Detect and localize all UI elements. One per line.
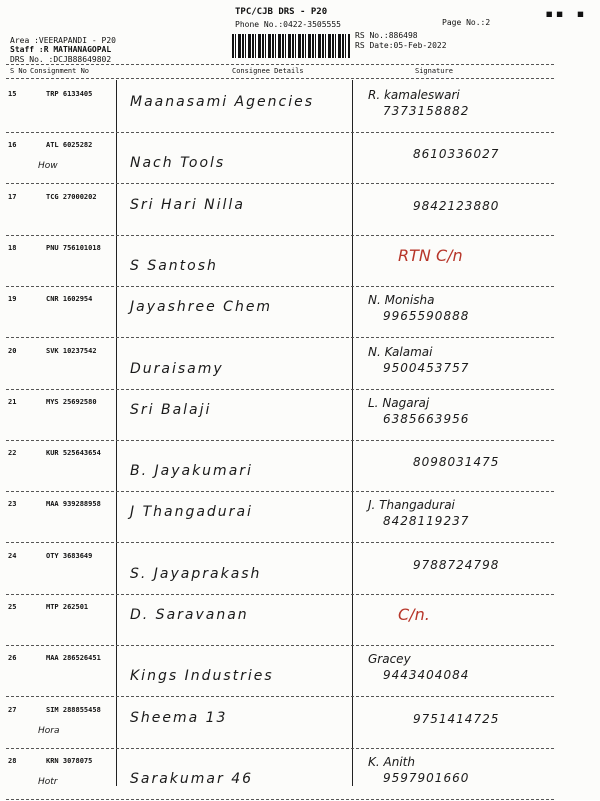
- col-header-signature: Signature: [415, 67, 453, 75]
- table-row: [8, 749, 554, 801]
- row-phone-number: 6385663956: [383, 411, 470, 426]
- row-consignment-number: KUR 525643654: [46, 449, 101, 458]
- row-serial-number: 24: [8, 551, 17, 560]
- row-consignment-number: SIM 288855458: [46, 705, 101, 714]
- table-row: [8, 646, 554, 698]
- table-row: [8, 595, 554, 647]
- row-consignment-number: KRN 3078075: [46, 756, 93, 765]
- row-serial-number: 18: [8, 243, 17, 252]
- row-consignee-name: Nach Tools: [130, 155, 226, 172]
- row-serial-number: 27: [8, 705, 17, 714]
- row-consignee-name: D. Saravanan: [130, 607, 249, 623]
- row-phone-number: 9443404084: [383, 668, 470, 683]
- table-row: [8, 236, 554, 288]
- header-rule-top: [6, 64, 554, 65]
- row-serial-number: 20: [8, 346, 17, 355]
- row-signature: R. kamaleswari: [368, 88, 460, 102]
- row-handwritten-note: Hotr: [38, 776, 58, 787]
- row-consignment-number: PNU 756101018: [46, 243, 101, 252]
- row-consignment-number: OTY 3683649: [46, 551, 93, 560]
- row-consignee-name: Sarakumar 46: [130, 770, 254, 787]
- row-serial-number: 22: [8, 449, 17, 458]
- row-signature: L. Nagaraj: [368, 395, 430, 410]
- table-row: [8, 390, 554, 442]
- row-phone-number: 7373158882: [383, 104, 470, 118]
- row-consignment-number: TRP 6133405: [46, 90, 93, 98]
- row-serial-number: 16: [8, 141, 17, 150]
- header-rule-bottom: [6, 78, 554, 79]
- row-serial-number: 15: [8, 90, 17, 98]
- row-consignee-name: S Santosh: [130, 257, 218, 274]
- row-return-mark: C/n.: [398, 605, 430, 624]
- row-handwritten-note: How: [38, 161, 58, 172]
- row-phone-number: 8098031475: [413, 455, 500, 470]
- col-header-consignee: Consignee Details: [232, 67, 304, 75]
- row-serial-number: 28: [8, 756, 17, 765]
- row-signature: N. Kalamai: [368, 344, 433, 359]
- rs-date: RS Date:05-Feb-2022: [355, 41, 447, 50]
- table-row: [8, 492, 554, 544]
- row-consignment-number: SVK 10237542: [46, 346, 97, 355]
- row-consignment-number: TCG 27000202: [46, 192, 97, 201]
- row-handwritten-note: Hora: [38, 725, 60, 736]
- row-serial-number: 25: [8, 603, 17, 611]
- row-consignee-name: S. Jayaprakash: [130, 565, 262, 582]
- table-row: [8, 339, 554, 391]
- row-signature: K. Anith: [368, 754, 415, 769]
- drs-title: TPC/CJB DRS - P20: [235, 7, 328, 17]
- barcode-image: [232, 34, 350, 58]
- row-consignment-number: MAA 286526451: [46, 654, 101, 663]
- row-serial-number: 23: [8, 500, 17, 509]
- row-consignment-number: CNR 1602954: [46, 295, 93, 304]
- table-row: [8, 82, 554, 134]
- col-header-sno: S No: [10, 67, 27, 75]
- col-header-consignment: Consignment No: [30, 67, 90, 75]
- table-row: [8, 185, 554, 237]
- row-consignee-name: Jayashree Chem: [130, 299, 273, 316]
- row-signature: N. Monisha: [368, 293, 435, 308]
- row-consignee-name: Sheema 13: [130, 709, 228, 726]
- row-consignee-name: Duraisamy: [130, 360, 224, 377]
- row-consignee-name: Maanasami Agencies: [130, 94, 314, 110]
- row-phone-number: 9842123880: [413, 198, 500, 213]
- row-phone-number: 9788724798: [413, 557, 500, 572]
- row-consignee-name: Sri Balaji: [130, 401, 212, 418]
- row-signature: J. Thangadurai: [368, 498, 455, 513]
- table-row: [8, 287, 554, 339]
- row-signature: Gracey: [368, 652, 411, 667]
- staff-label: Staff :R MATHANAGOPAL: [10, 45, 112, 54]
- row-phone-number: 8428119237: [383, 514, 470, 529]
- drs-number: DRS No. :DCJB88649802: [10, 55, 112, 64]
- row-serial-number: 19: [8, 295, 17, 304]
- corner-marks: ▪▪ ▪: [545, 6, 587, 22]
- rs-number: RS No.:886498: [355, 31, 418, 40]
- table-row: [8, 544, 554, 596]
- row-serial-number: 17: [8, 192, 17, 201]
- area-label: Area :VEERAPANDI - P20: [10, 36, 116, 45]
- row-return-mark: RTN C/n: [398, 245, 463, 265]
- row-phone-number: 8610336027: [413, 147, 500, 162]
- row-phone-number: 9597901660: [383, 770, 470, 785]
- row-consignee-name: J Thangadurai: [130, 504, 253, 521]
- row-consignee-name: Kings Industries: [130, 668, 274, 685]
- row-consignment-number: MAA 939288958: [46, 500, 101, 509]
- row-serial-number: 26: [8, 654, 17, 663]
- row-consignee-name: B. Jayakumari: [130, 463, 253, 480]
- row-consignment-number: ATL 6025282: [46, 141, 93, 150]
- row-consignment-number: MTP 262501: [46, 603, 89, 611]
- row-phone-number: 9965590888: [383, 309, 470, 324]
- row-phone-number: 9751414725: [413, 711, 500, 726]
- table-row: [8, 133, 554, 185]
- row-phone-number: 9500453757: [383, 360, 470, 375]
- phone-number: Phone No.:0422-3505555: [235, 20, 341, 29]
- table-row: [8, 441, 554, 493]
- page-number: Page No.:2: [442, 18, 491, 27]
- table-row: [8, 698, 554, 750]
- row-serial-number: 21: [8, 397, 17, 406]
- row-consignee-name: Sri Hari Nilla: [130, 196, 245, 213]
- row-consignment-number: MYS 25692580: [46, 397, 97, 406]
